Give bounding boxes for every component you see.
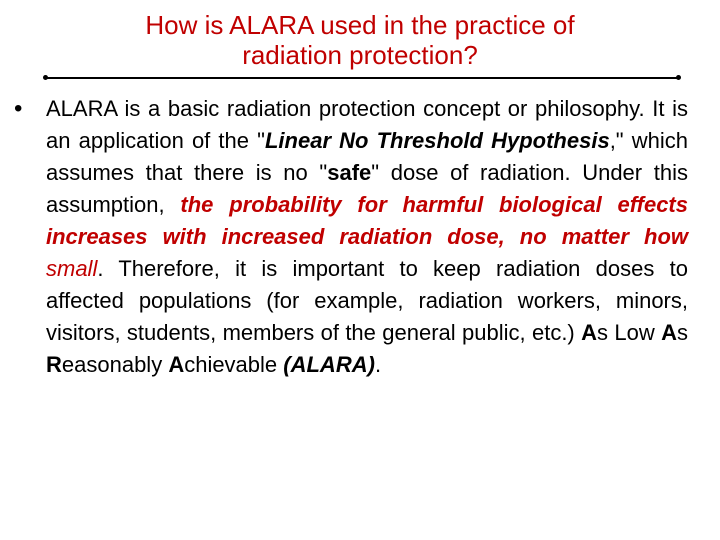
safe-term: safe <box>327 160 372 185</box>
divider-right-dot <box>676 75 681 80</box>
text-run-16: chievable <box>184 352 284 377</box>
text-run-8: . Therefore, it is important to keep radiation doses to affected populations (for example, radiation workers, minors, visitors, students, members of the general public, etc.) <box>46 256 688 345</box>
title-line-1: How is ALARA used in the practice of <box>145 10 575 40</box>
text-run-5: " dose of radiation. Under this assumption, <box>46 160 688 217</box>
bullet-icon: • <box>14 95 23 122</box>
alara-letter-a2: A <box>661 320 677 345</box>
alara-letter-r: R <box>46 352 62 377</box>
slide-title <box>60 10 660 70</box>
linear-no-threshold-term: Linear No Threshold Hypothesis <box>264 128 610 153</box>
emphasis-small: small <box>46 256 98 281</box>
emphasis-probability-statement: the probability for harmful biological effects increases with increased radiation dose, no matter how <box>46 192 688 249</box>
body-paragraph <box>46 93 688 381</box>
text-run-1: ALARA is a basic radiation protection concept or philosophy. It is an application of the " <box>46 96 688 153</box>
alara-letter-a1: A <box>581 320 598 345</box>
text-run-10: s Low <box>597 320 662 345</box>
title-divider <box>46 77 678 79</box>
divider-left-dot <box>43 75 48 80</box>
title-line-2: radiation protection? <box>242 40 478 70</box>
alara-acronym: (ALARA) <box>283 352 375 377</box>
text-run-3: ," which assumes that there is no " <box>46 128 688 185</box>
alara-letter-a3: A <box>168 352 185 377</box>
text-run-12: s <box>677 320 688 345</box>
text-run-18: . <box>374 352 382 377</box>
text-run-14: easonably <box>61 352 169 377</box>
